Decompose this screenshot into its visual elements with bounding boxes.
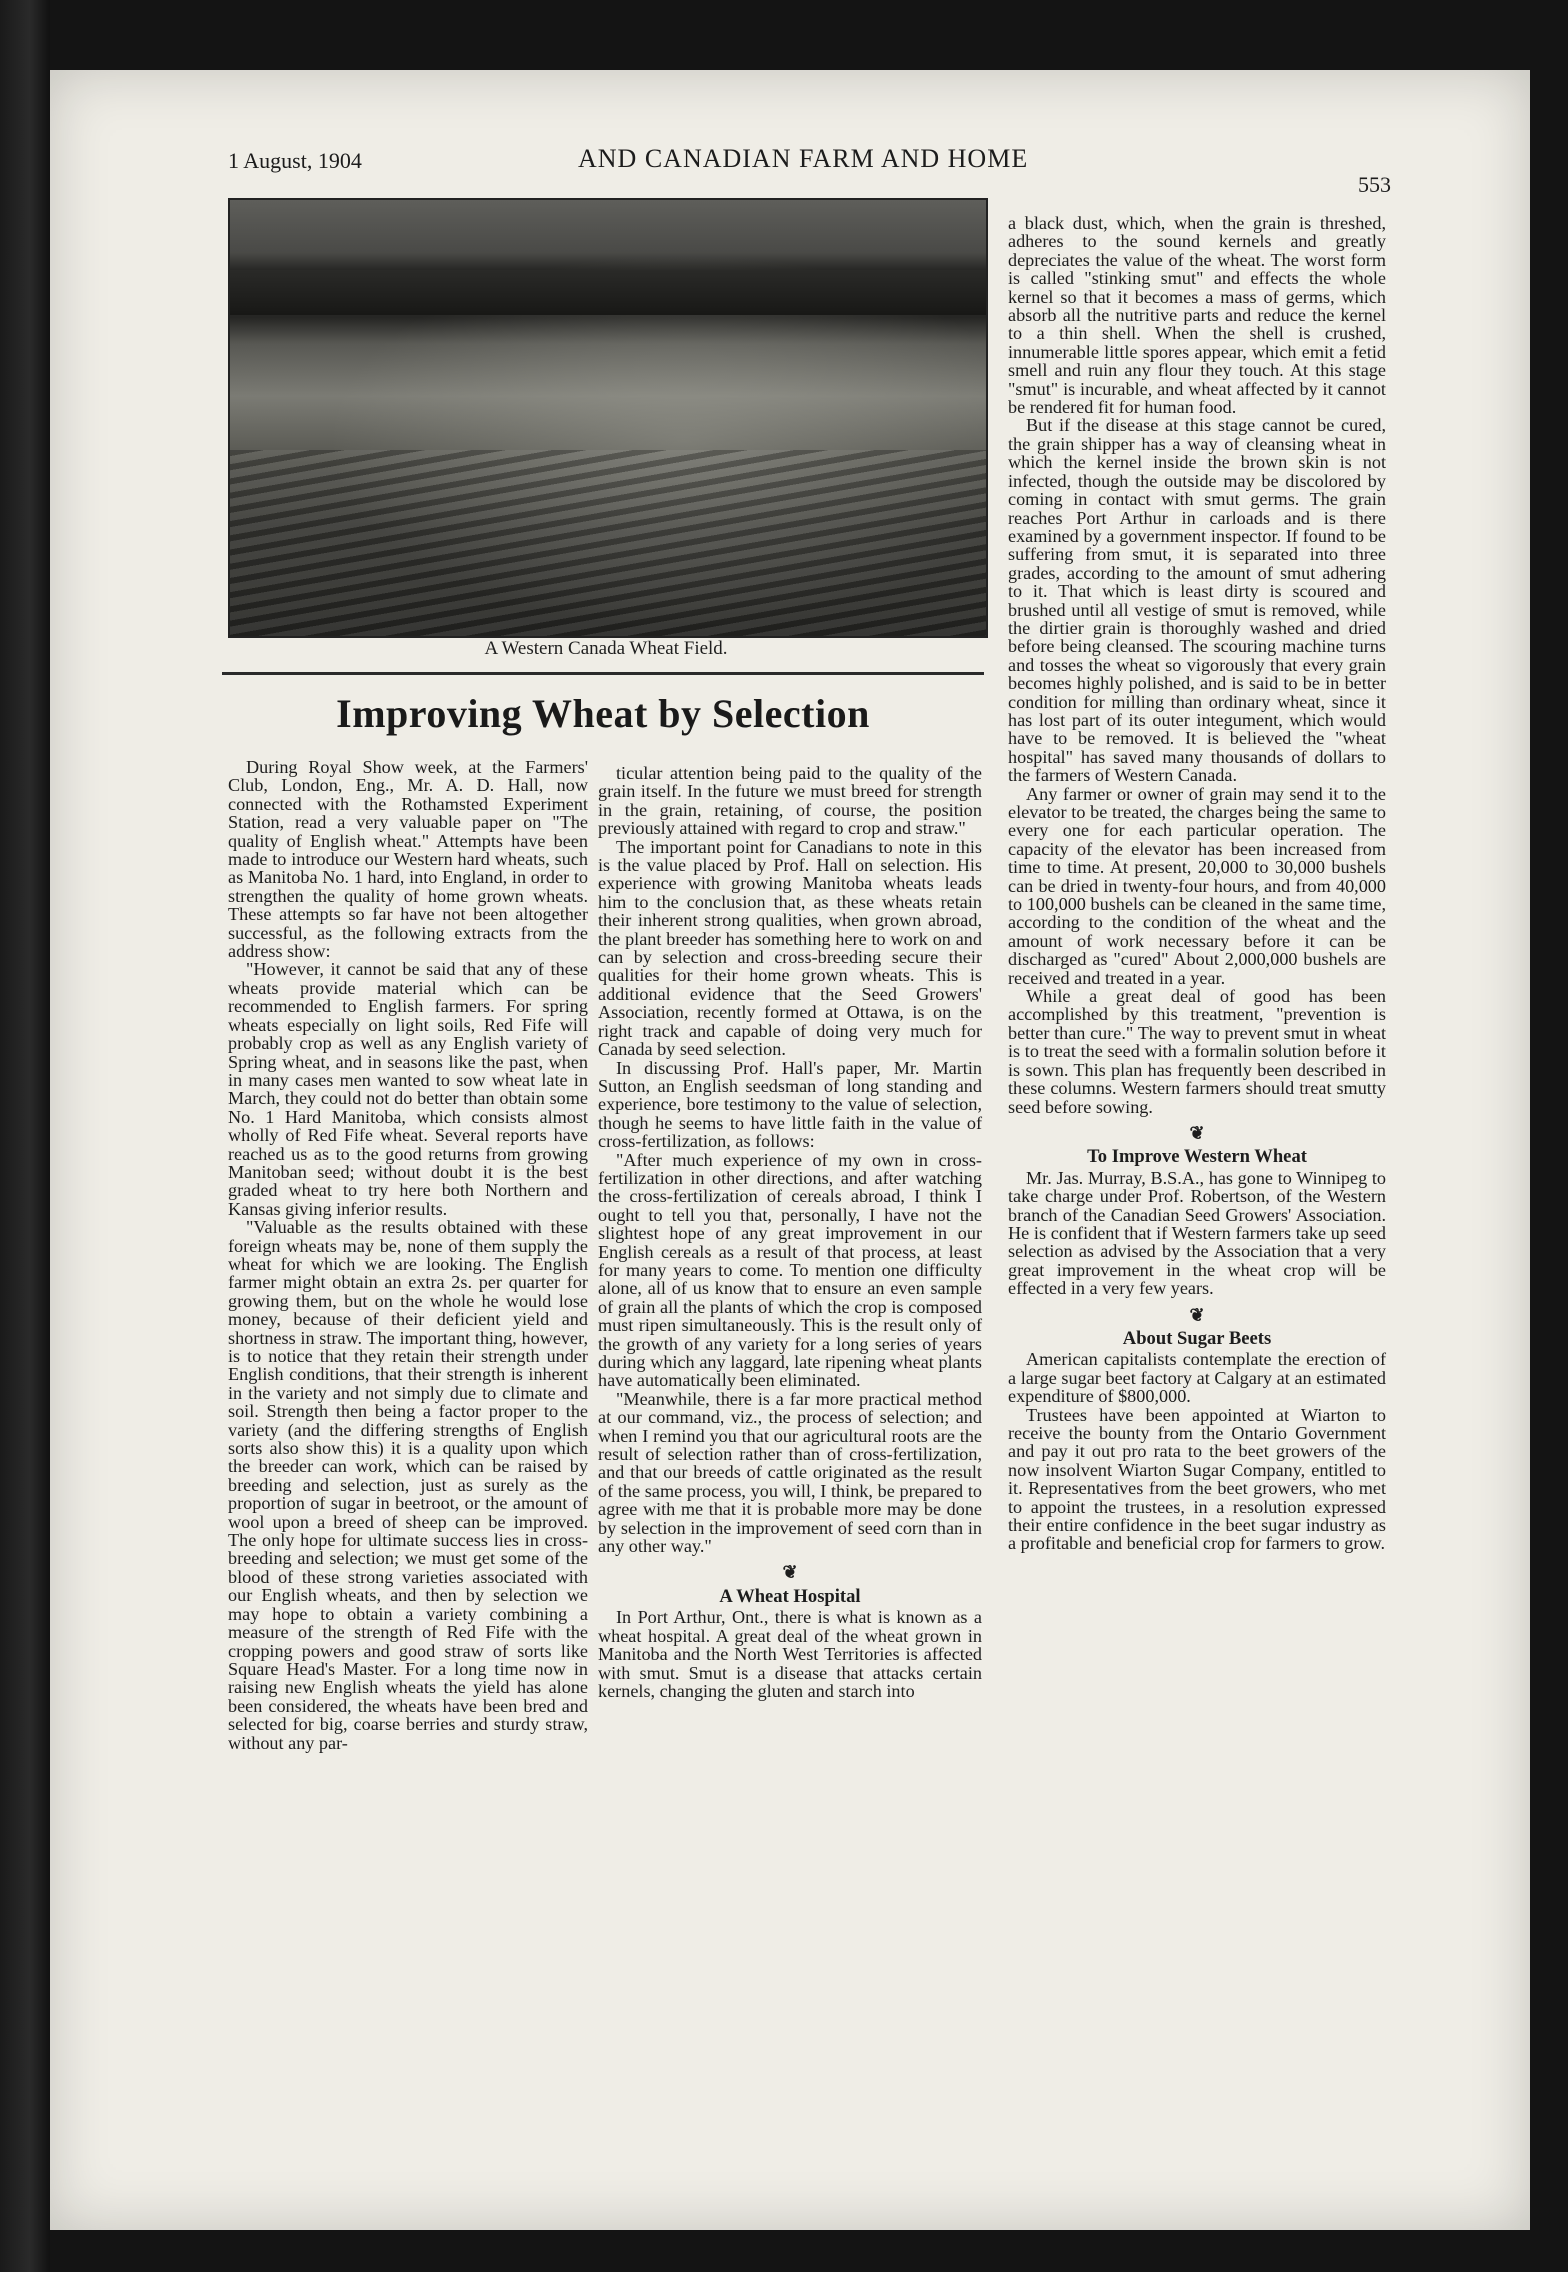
- article-paragraph: Any farmer or owner of grain may send it to the elevator to be treated, the charges being the same to every one for each particular operation. The capacity of the elevator has been increased from time to time. At present, 20,000 to 30,000 bushels can be dried in twenty-four hours, and from 40,000 to 100,000 bushels can be cleaned in the same time, according to the condition of the wheat and the amount of work necessary before it can be discharged as "cured" About 2,000,000 bushels are received and treated in a year.: [1008, 783, 1386, 988]
- article-paragraph: During Royal Show week, at the Farmers' Club, London, Eng., Mr. A. D. Hall, now connected with the Rothamsted Experiment Station, read a very valuable paper on "The quality of English wheat." Attempts have been made to introduce our Western hard wheats, such as Manitoba No. 1 hard, into England, in order to strengthen the quality of home grown wheats. These attempts so far have not been altogether successful, as the following extracts from the address show:: [228, 757, 588, 962]
- page-edge-shadow: [0, 0, 50, 2272]
- article-paragraph: In Port Arthur, Ont., there is what is known as a wheat hospital. A great deal of the wheat grown in Manitoba and the North West Territories is affected with smut. Smut is a disease that attacks certain kernels, changing the gluten and starch into: [598, 1607, 982, 1701]
- article-paragraph: Mr. Jas. Murray, B.S.A., has gone to Winnipeg to take charge under Prof. Robertson, of the Western branch of the Canadian Seed Growers' Association. He is confident that if Western farmers take up seed selection as advised by the Association that a very great improvement in the wheat crop will be effected in a very few years.: [1008, 1167, 1386, 1299]
- article-paragraph: ticular attention being paid to the quality of the grain itself. In the future we must breed for strength in the grain, retaining, of course, the position previously attained with regard to crop and straw.": [598, 763, 982, 839]
- wheat-field-photo: [228, 198, 988, 638]
- article-column-3: [1008, 214, 1386, 1553]
- section-ornament: ❦: [1189, 1304, 1205, 1325]
- article-paragraph: "Valuable as the results obtained with these foreign wheats may be, none of them supply the wheat for which we are looking. The English farmer might obtain an extra 2s. per quarter for growing them, but on the whole he would lose money, because of their deficient yield and shortness in straw. The important thing, however, is to notice that they retain their strength under English conditions, that their strength is inherent in the variety and not simply due to climate and soil. Strength then being a factor proper to the variety (and the differing strengths of English sorts also show this) it is a quality upon which the breeder can work, which can be raised by breeding and selection, just as surely as the proportion of sugar in beetroot, or the amount of wool upon a breed of sheep can be improved. The only hope for ultimate success lies in cross-breeding and selection; we must get some of the blood of these strong varieties associated with our English wheats, and then by selection we may hope to obtain a variety combining a measure of the strength of Red Fife with the cropping powers and good straw of sorts like Square Head's Master. For a long time now in raising new English wheats the yield has alone been considered, the wheats have been bred and selected for big, coarse berries and sturdy straw, without any par-: [228, 1217, 588, 1753]
- article-paragraph: But if the disease at this stage cannot be cured, the grain shipper has a way of cleansing wheat in which the kernel inside the brown skin is not infected, though the outside may be discolored by coming in contact with smut germs. The grain reaches Port Arthur in carloads and is there examined by a government inspector. If found to be suffering from smut, it is separated into three grades, according to the amount of smut adhering to it. That which is least dirty is scoured and brushed until all vestige of smut is removed, while the dirtier grain is thoroughly washed and dried before being cleansed. The scouring machine turns and tosses the wheat so vigorously that every grain becomes highly polished, and is said to be in better condition for milling than ordinary wheat, since it has lost part of its outer integument, which would have to be removed. It is believed the "wheat hospital" has saved many thousands of dollars to the farmers of Western Canada.: [1008, 415, 1386, 786]
- section-ornament: ❦: [1189, 1122, 1205, 1143]
- wheat-hospital-heading: A Wheat Hospital: [719, 1585, 861, 1607]
- article-paragraph: "After much experience of my own in cross-fertilization in other directions, and after watching the cross-fertilization of cereals abroad, I think I ought to tell you that, personally, I have not the slightest hope of any great improvement in our English cereals as a result of that process, at least for many years to come. To mention one difficulty alone, all of us know that to ensure an even sample of grain all the plants of which the crop is composed must ripen simultaneously. This is the result only of the growth of any variety for a long series of years during which any laggard, late ripening wheat plants have automatically been eliminated.: [598, 1149, 982, 1391]
- section-ornament: ❦: [782, 1562, 798, 1583]
- photo-caption: A Western Canada Wheat Field.: [484, 638, 728, 659]
- article-column-1: [228, 758, 588, 1752]
- article-paragraph: "Meanwhile, there is a far more practical method at our command, viz., the process of selection; and when I remind you that our agricultural roots are the result of selection rather than of cross-fertilization, and that our breeds of cattle originated as the result of the same process, you will, I think, be prepared to agree with me that it is probable more may be done by selection in the improvement of seed corn than in any other way.": [598, 1388, 982, 1557]
- article-headline: Improving Wheat by Selection: [336, 691, 870, 736]
- sugar-beets-heading: About Sugar Beets: [1122, 1327, 1272, 1349]
- article-paragraph: Trustees have been appointed at Wiarton to receive the bounty from the Ontario Government and pay it out pro rata to the beet growers of the now insolvent Wiarton Sugar Company, entitled to it. Representatives from the beet growers, who met to appoint the trustees, in a resolution expressed their entire confidence in the beet sugar industry as a profitable and beneficial crop for farmers to grow.: [1008, 1404, 1386, 1554]
- article-paragraph: While a great deal of good has been accomplished by this treatment, "prevention is better than cure." The way to prevent smut in wheat is to treat the seed with a formalin solution before it is sown. This plan has frequently been described in these columns. Western farmers should treat smutty seed before sowing.: [1008, 986, 1386, 1117]
- article-column-2: [598, 764, 982, 1700]
- article-paragraph: "However, it cannot be said that any of these wheats provide material which can be recommended to English farmers. For spring wheats especially on light soils, Red Fife will probably crop as well as any English variety of Spring wheat, and in seasons like the past, when in many cases men wanted to sow wheat late in March, they could not do better than obtain some No. 1 Hard Manitoba, which consists almost wholly of Red Fife wheat. Several reports have reached us as to the good returns from growing Manitoban seed; without doubt it is the best graded wheat to try here both Northern and Kansas giving inferior results.: [228, 959, 588, 1219]
- photo-furrows: [230, 450, 986, 636]
- article-paragraph: The important point for Canadians to note in this is the value placed by Prof. Hall on selection. His experience with growing Manitoba wheats leads him to the conclusion that, as these wheats retain their inherent strong qualities, when grown abroad, the plant breeder has something here to work on and can by selection and cross-breeding secure their qualities for their home grown wheats. This is additional evidence that the Seed Growers' Association, recently formed at Ottawa, is on the right track and capable of doing very much for Canada by seed selection.: [598, 836, 982, 1060]
- article-paragraph: a black dust, which, when the grain is threshed, adheres to the sound kernels and greatly depreciates the value of the wheat. The worst form is called "stinking smut" and effects the whole kernel so that it becomes a mass of germs, which absorb all the nutritive parts and reduce the kernel to a thin shell. When the shell is crushed, innumerable little spores appear, which emit a fetid smell and ruin any flour they touch. At this stage "smut" is incurable, and wheat affected by it cannot be rendered fit for human food.: [1008, 213, 1386, 418]
- article-paragraph: In discussing Prof. Hall's paper, Mr. Martin Sutton, an English seedsman of long standing and experience, bore testimony to the value of selection, though he seems to have little faith in the value of cross-fertilization, as follows:: [598, 1057, 982, 1152]
- publication-title: AND CANADIAN FARM AND HOME: [578, 144, 1029, 173]
- improve-western-wheat-heading: To Improve Western Wheat: [1087, 1146, 1307, 1168]
- photo-tree-line: [230, 270, 986, 315]
- page-header: [228, 144, 1391, 197]
- article-paragraph: American capitalists contemplate the erection of a large sugar beet factory at Calgary at an estimated expenditure of $800,000.: [1008, 1349, 1386, 1407]
- page-number: 553: [1358, 172, 1391, 197]
- issue-date: 1 August, 1904: [228, 148, 362, 173]
- headline-rule: [222, 672, 984, 675]
